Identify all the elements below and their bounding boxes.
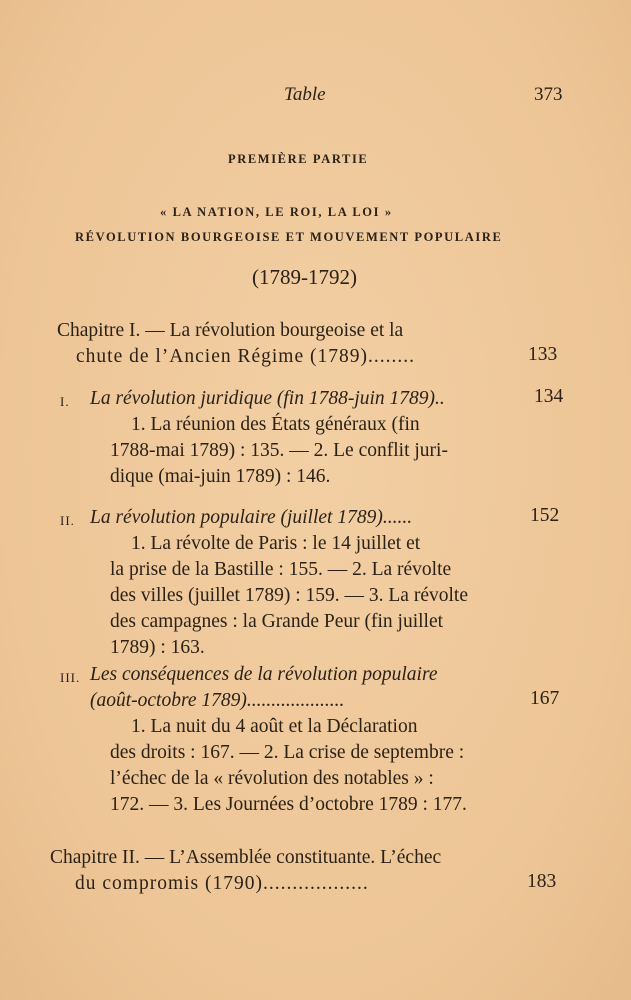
section-2-line-2: la prise de la Bastille : 155. — 2. La révolte xyxy=(110,559,452,580)
section-3-line-4: 172. — 3. Les Journées d’octobre 1789 : 177. xyxy=(110,794,467,815)
section-1-line-2: 1788-mai 1789) : 135. — 2. Le conflit juri- xyxy=(110,440,448,461)
section-2-line-3: des villes (juillet 1789) : 159. — 3. La révolte xyxy=(110,585,468,606)
section-1-page: 134 xyxy=(534,386,564,407)
section-3-title-cont: (août-octobre 1789).................... xyxy=(90,690,345,711)
section-3-line-1: 1. La nuit du 4 août et la Déclaration xyxy=(131,716,418,737)
section-2-title: La révolution populaire (juillet 1789)...... xyxy=(90,507,413,528)
section-2-line-4: des campagnes : la Grande Peur (fin juillet xyxy=(110,611,444,632)
section-3-title: Les conséquences de la révolution populaire xyxy=(90,664,438,685)
page-number: 373 xyxy=(534,84,563,105)
chapter-2-title-cont: du compromis (1790).................. xyxy=(75,873,369,894)
chapter-1-page: 133 xyxy=(528,344,558,365)
section-2-line-1: 1. La révolte de Paris : le 14 juillet et xyxy=(131,533,421,554)
part-heading: PREMIÈRE PARTIE xyxy=(228,152,369,166)
running-title: Table xyxy=(284,84,326,105)
section-1-line-3: dique (mai-juin 1789) : 146. xyxy=(110,466,331,487)
part-subtitle: « LA NATION, LE ROI, LA LOI » xyxy=(160,205,393,219)
section-2-page: 152 xyxy=(530,505,560,526)
chapter-1-title-cont: chute de l’Ancien Régime (1789)........ xyxy=(76,346,415,367)
section-2-number: II. xyxy=(60,513,75,528)
section-1-number: I. xyxy=(60,394,70,409)
section-2-line-5: 1789) : 163. xyxy=(110,637,205,658)
chapter-1-title: Chapitre I. — La révolution bourgeoise et la xyxy=(57,320,404,341)
section-3-number: III. xyxy=(60,670,81,685)
section-1-title: La révolution juridique (fin 1788-juin 1789).. xyxy=(90,388,445,409)
section-3-line-2: des droits : 167. — 2. La crise de septembre : xyxy=(110,742,465,763)
section-3-line-3: l’échec de la « révolution des notables » : xyxy=(110,768,434,789)
chapter-2-page: 183 xyxy=(527,871,557,892)
part-subtitle-2: RÉVOLUTION BOURGEOISE ET MOUVEMENT POPULAIRE xyxy=(75,230,503,244)
section-3-page: 167 xyxy=(530,688,560,709)
part-dates: (1789-1792) xyxy=(252,265,357,289)
section-1-line-1: 1. La réunion des États généraux (fin xyxy=(131,414,420,435)
chapter-2-title: Chapitre II. — L’Assemblée constituante. L’échec xyxy=(50,847,442,868)
